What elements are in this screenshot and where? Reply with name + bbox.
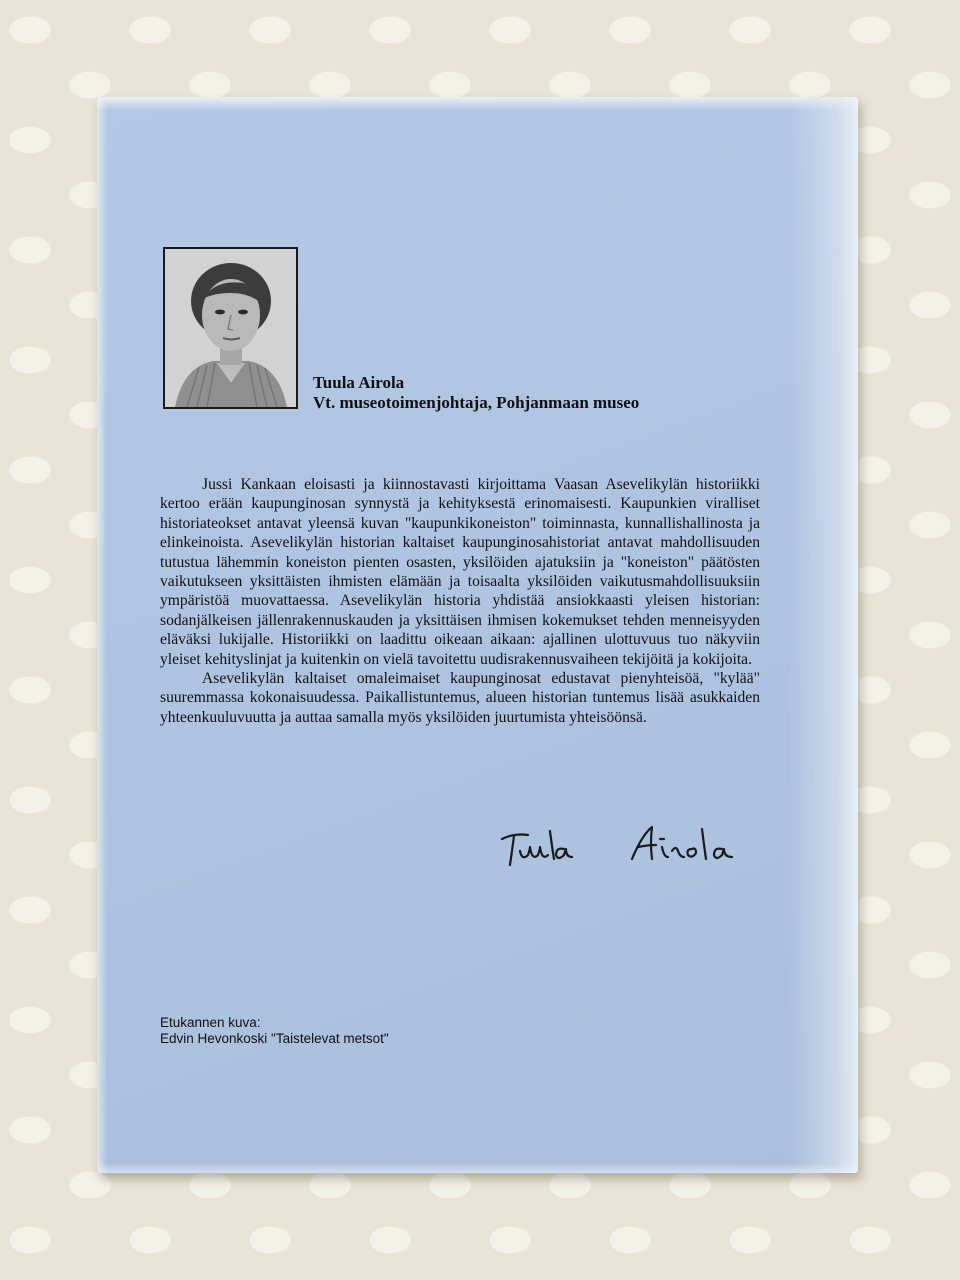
foreword-text	[160, 475, 760, 727]
handwritten-signature	[492, 817, 772, 877]
cover-edge-wear	[97, 97, 858, 111]
foreword-paragraph: Asevelikylän kaltaiset omaleimaiset kaupunginosat edustavat pienyhteisöä, "kylää" suuremmassa kokonaisuudessa. Paikallistuntemus, alueen historian tuntemus lisää asukkaiden yhteenkuuluvuutta ja auttaa samalla myös yksilöiden juurtumista yhteisöönsä.	[160, 670, 760, 726]
cover-edge-wear	[97, 97, 107, 1173]
spine-edge-wear	[788, 97, 858, 1173]
front-cover-caption	[160, 1015, 389, 1047]
caption-artwork: Edvin Hevonkoski "Taistelevat metsot"	[160, 1031, 389, 1046]
author-portrait-image	[165, 249, 296, 407]
author-name: Tuula Airola	[313, 373, 405, 392]
caption-label: Etukannen kuva:	[160, 1015, 261, 1030]
author-title: Vt. museotoimenjohtaja, Pohjanmaan museo	[313, 393, 640, 412]
book-back-cover	[97, 97, 858, 1173]
foreword-paragraph: Jussi Kankaan eloisasti ja kiinnostavasti kirjoittama Vaasan Asevelikylän historiikki kertoo erään kaupunginosan synnystä ja kehityksestä erinomaisesti. Kaupunkien viralliset historiateokset antavat yleensä kuvan "kaupunkikoneiston" toiminnasta, kunnallishallinosta ja elinkeinoista. Asevelikylän historian kaltaiset kaupunginosahistoriat antavat mahdollisuuden tutustua lähemmin koneiston pienten osasten, yksilöiden ajatuksiin ja "koneiston" päätösten vaikutukseen yksittäisten ihmisten elämään ja toisaalta yksilöiden vaikutusmahdollisuuksiin ympäristöä muovattaessa. Asevelikylän historia yhdistää ansiokkaasti yleisen historian: sodanjälkeisen jällenrakennuskauden ja yksittäisen ihmisen kokemukset tehden menneisyyden eläväksi lukijalle. Historiikki on laadittu oikeaan aikaan: ajallinen ulottuvuus tuo näkyviin yleiset kehityslinjat ja kuitenkin on vielä tavoitettu uudisrakennusvaiheen tekijöitä ja kokijoita.	[160, 476, 760, 668]
author-portrait-photo	[163, 247, 298, 409]
cover-edge-wear	[97, 1163, 858, 1173]
